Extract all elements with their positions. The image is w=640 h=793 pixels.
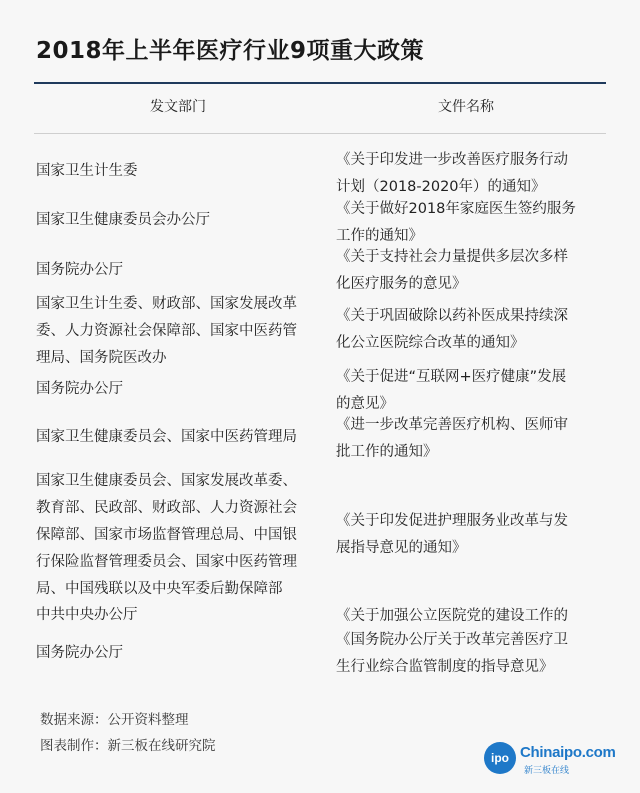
department-cell: 中共中央办公厅 bbox=[36, 607, 138, 623]
document-cell: 《关于巩固破除以药补医成果持续深 化公立医院综合改革的通知》 bbox=[336, 308, 568, 351]
chart-producer: 图表制作：新三板在线研究院 bbox=[40, 738, 216, 754]
document-cell: 《关于加强公立医院党的建设工作的 bbox=[336, 608, 568, 624]
document-cell: 《关于印发促进护理服务业改革与发 展指导意见的通知》 bbox=[336, 513, 568, 556]
department-cell: 国家卫生计生委、财政部、国家发展改革 委、人力资源社会保障部、国家中医药管 理局、国务院医改办 bbox=[36, 296, 297, 366]
department-cell: 国家卫生计生委 bbox=[36, 163, 138, 179]
header-divider bbox=[34, 133, 606, 134]
document-cell: 《国务院办公厅关于改革完善医疗卫 生行业综合监管制度的指导意见》 bbox=[336, 632, 568, 675]
page-title: 2018年上半年医疗行业9项重大政策 bbox=[36, 38, 425, 64]
logo-subtitle: 新三板在线 bbox=[524, 766, 570, 776]
document-cell: 《关于做好2018年家庭医生签约服务 工作的通知》 bbox=[336, 201, 576, 244]
document-cell: 《关于印发进一步改善医疗服务行动 计划（2018-2020年）的通知》 bbox=[336, 152, 568, 195]
department-cell: 国务院办公厅 bbox=[36, 645, 123, 661]
header-document: 文件名称 bbox=[438, 99, 494, 115]
chinaipo-logo bbox=[484, 740, 616, 776]
document-cell: 《进一步改革完善医疗机构、医师审 批工作的通知》 bbox=[336, 417, 568, 460]
document-cell: 《关于促进“互联网+医疗健康”发展 的意见》 bbox=[336, 369, 567, 412]
department-cell: 国务院办公厅 bbox=[36, 262, 123, 278]
logo-name: Chinaipo.com bbox=[520, 744, 616, 761]
department-cell: 国家卫生健康委员会办公厅 bbox=[36, 212, 210, 228]
department-cell: 国家卫生健康委员会、国家发展改革委、 教育部、民政部、财政部、人力资源社会 保障部、国家市场监督管理总局、中国银 行保险监督管理委员会、国家中医药管理 局、中国残联以及中央军委后勤保障部 bbox=[36, 473, 297, 597]
data-source: 数据来源：公开资料整理 bbox=[40, 712, 189, 728]
document-cell: 《关于支持社会力量提供多层次多样 化医疗服务的意见》 bbox=[336, 249, 568, 292]
department-cell: 国家卫生健康委员会、国家中医药管理局 bbox=[36, 429, 297, 445]
title-divider bbox=[34, 82, 606, 84]
header-department: 发文部门 bbox=[150, 99, 206, 115]
department-cell: 国务院办公厅 bbox=[36, 381, 123, 397]
logo-circle-icon: ipo bbox=[484, 742, 516, 774]
